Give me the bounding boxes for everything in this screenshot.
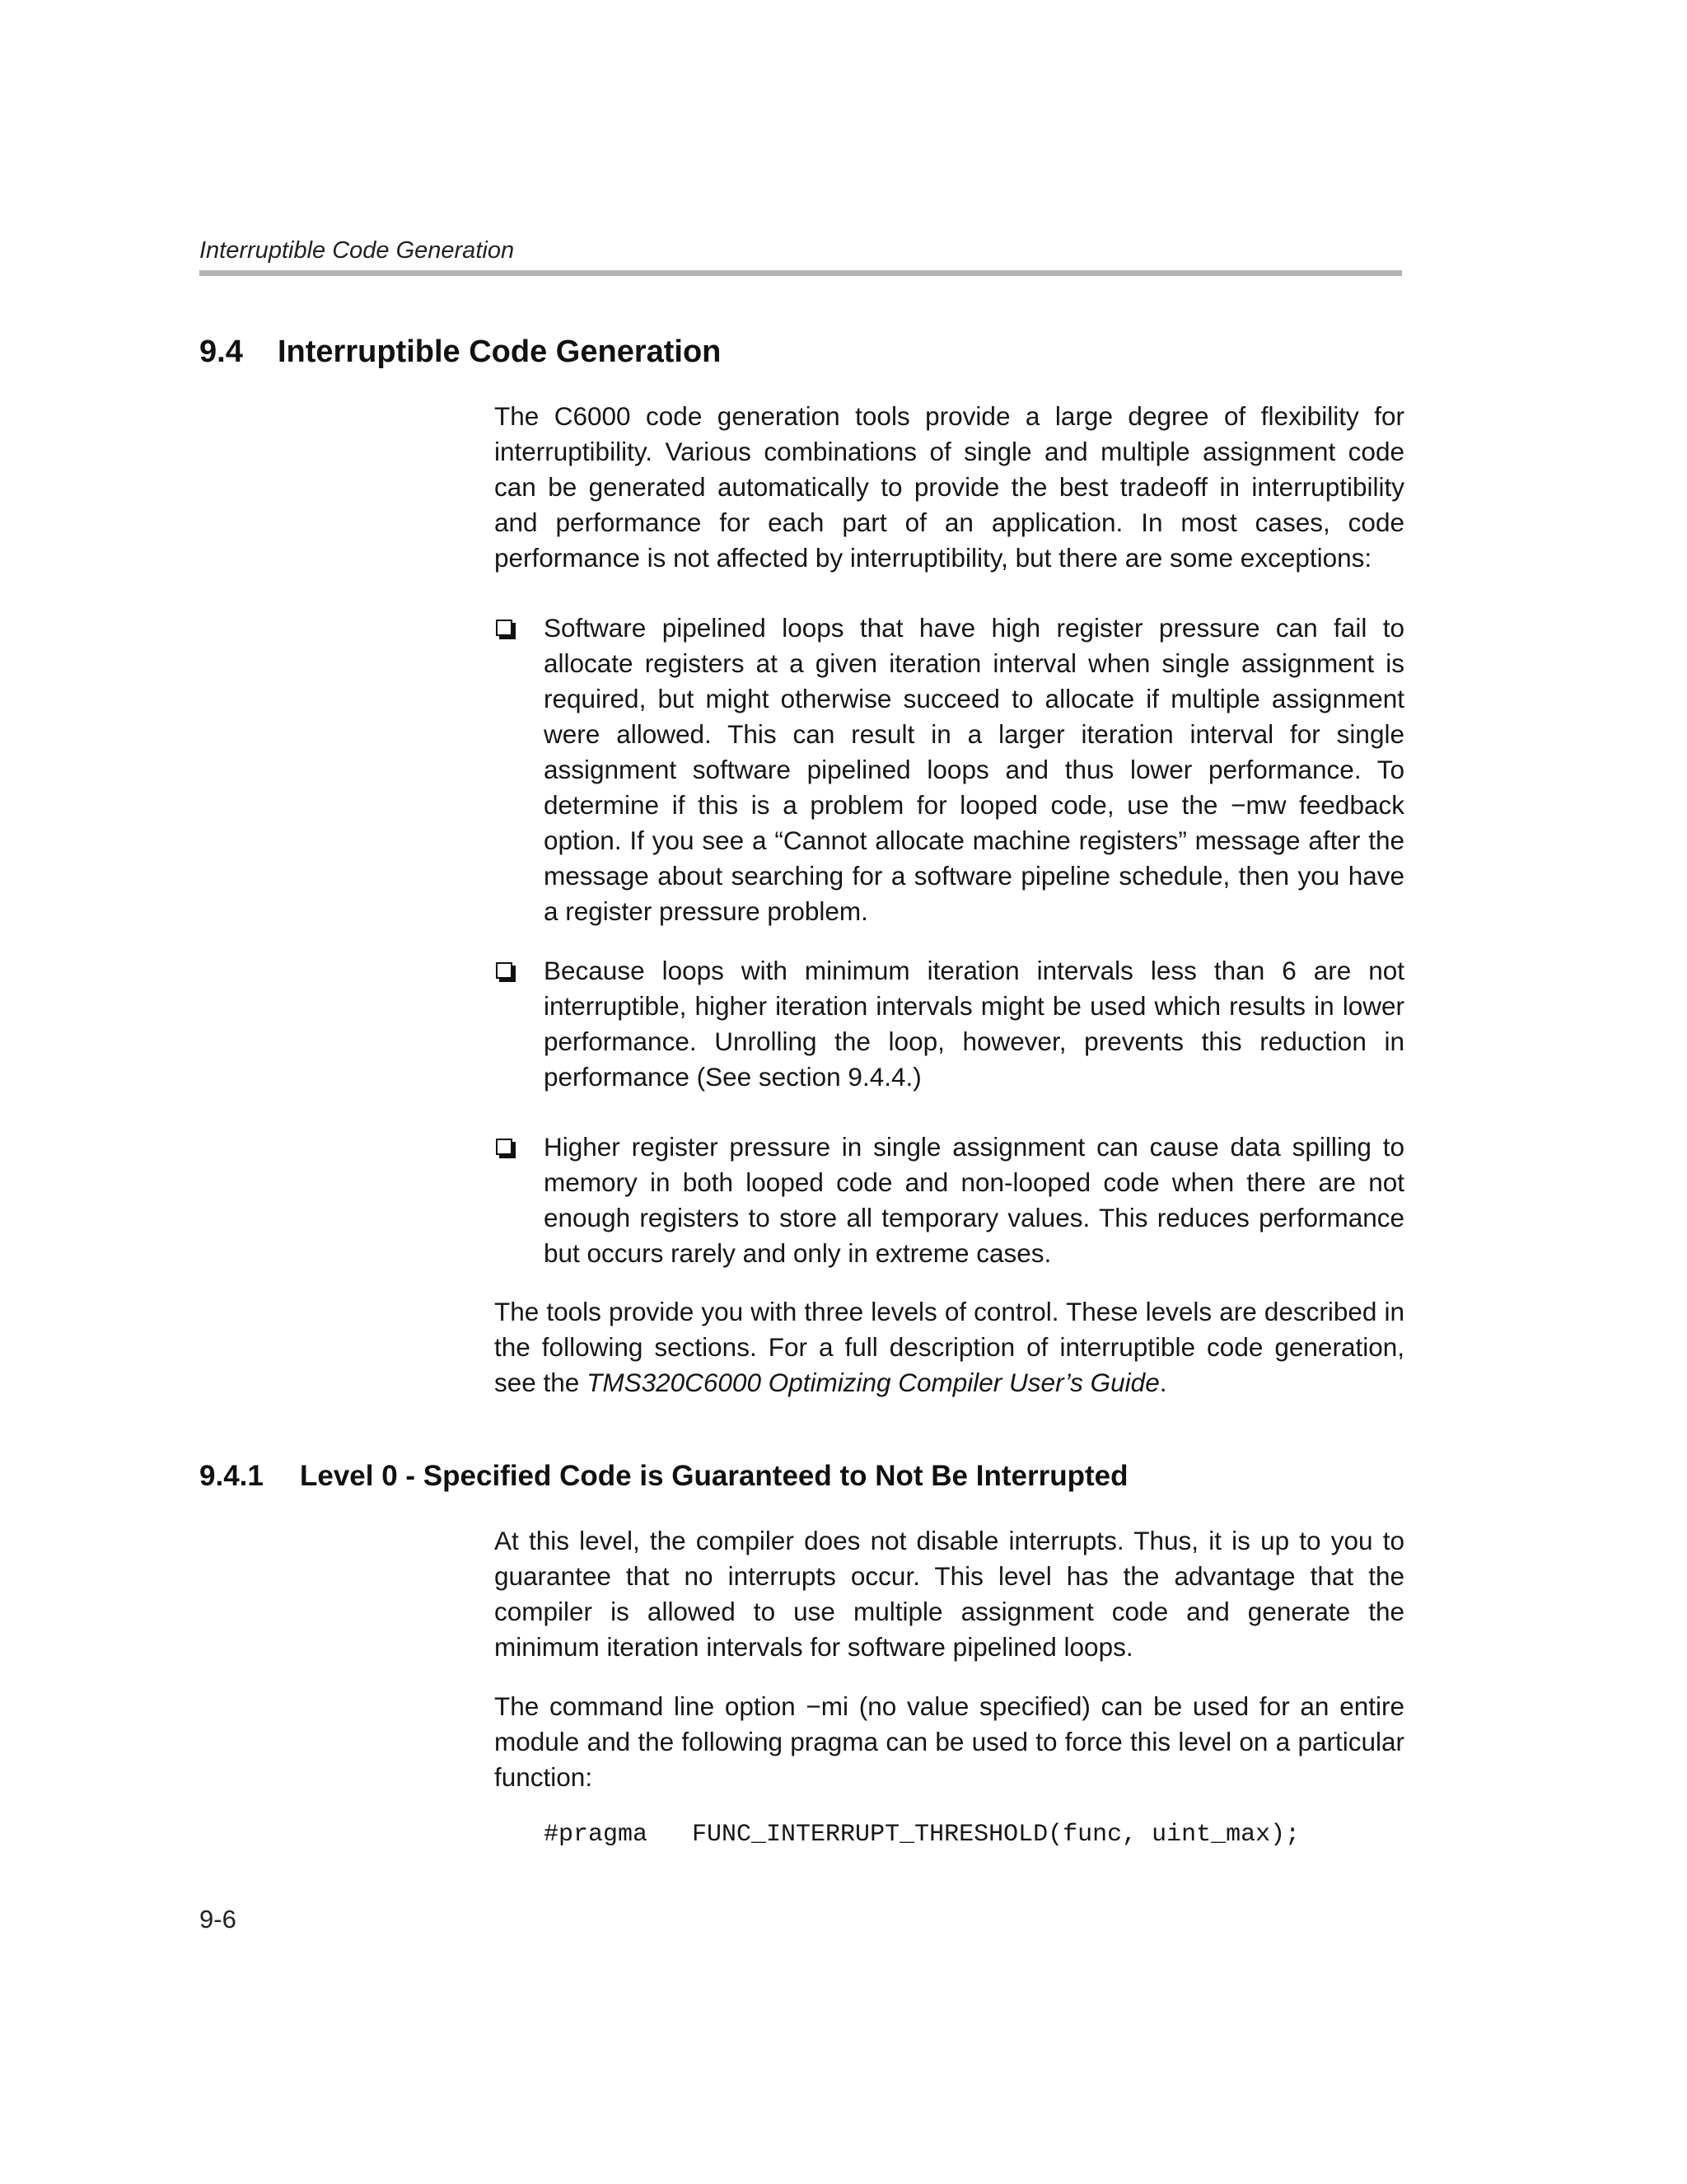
closing-text: The tools provide you with three levels of control. These levels are described in the following sections. For a full description of interruptible code generation, see the	[494, 1297, 1404, 1397]
intro-text: The C6000 code generation tools provide a large degree of flexibility for interruptibility. Various combinations of single and multiple assignment code can be generated automatically to provide the best tradeoff in interruptibility and performance for each part of an application. In most cases, code performance is not affected by interruptibility, but there are some exceptions:	[494, 401, 1404, 573]
bullet-item	[494, 953, 1404, 1095]
checkbox-bullet-icon	[496, 1139, 512, 1155]
bullet-item	[494, 610, 1404, 929]
bullet-text: Software pipelined loops that have high register pressure can fail to allocate registers at a given iteration interval when single assignment is required, but might otherwise succeed to allocate if multiple assignment were allowed. This can result in a larger iteration interval for single assignment software pipelined loops and thus lower performance. To determine if this is a problem for looped code, use the −mw feedback option. If you see a “Cannot allocate machine registers” message after the message about searching for a software pipeline schedule, then you have a register pressure problem.	[544, 613, 1404, 926]
intro-paragraph	[494, 399, 1404, 576]
checkbox-bullet-icon	[496, 962, 512, 979]
option-text: The command line option −mi (no value specified) can be used for an entire module and the following pragma can be used to force this level on a particular function:	[494, 1691, 1404, 1792]
checkbox-bullet-icon	[496, 620, 512, 636]
section-title: Interruptible Code Generation	[278, 334, 722, 369]
code-pragma: #pragma FUNC_INTERRUPT_THRESHOLD(func, uint_max);	[544, 1821, 1301, 1849]
level0-paragraph	[494, 1523, 1404, 1665]
closing-period: .	[1159, 1368, 1167, 1397]
bullet-item	[494, 1129, 1404, 1271]
closing-paragraph	[494, 1294, 1404, 1401]
bullet-text: Higher register pressure in single assignment can cause data spilling to memory in both looped code and non-looped code when there are not enough registers to store all temporary values. This reduces performance but occurs rarely and only in extreme cases.	[544, 1132, 1404, 1268]
level0-text: At this level, the compiler does not disable interrupts. Thus, it is up to you to guarantee that no interrupts occur. This level has the advantage that the compiler is allowed to use multiple assignment code and generate the minimum iteration intervals for software pipelined loops.	[494, 1526, 1404, 1662]
subsection-title: Level 0 - Specified Code is Guaranteed to Not Be Interrupted	[300, 1460, 1129, 1492]
section-number: 9.4	[199, 334, 243, 369]
bullet-text: Because loops with minimum iteration intervals less than 6 are not interruptible, higher iteration intervals might be used which results in lower performance. Unrolling the loop, however, prevents this reduction in performance (See section 9.4.4.)	[544, 956, 1404, 1092]
page-number: 9-6	[199, 1905, 236, 1934]
section-heading	[199, 334, 721, 370]
option-paragraph	[494, 1689, 1404, 1795]
running-header: Interruptible Code Generation	[199, 237, 515, 264]
subsection-number: 9.4.1	[199, 1460, 264, 1492]
subsection-heading	[199, 1460, 1128, 1493]
guide-reference: TMS320C6000 Optimizing Compiler User’s Guide	[586, 1368, 1160, 1397]
header-rule	[199, 270, 1402, 276]
